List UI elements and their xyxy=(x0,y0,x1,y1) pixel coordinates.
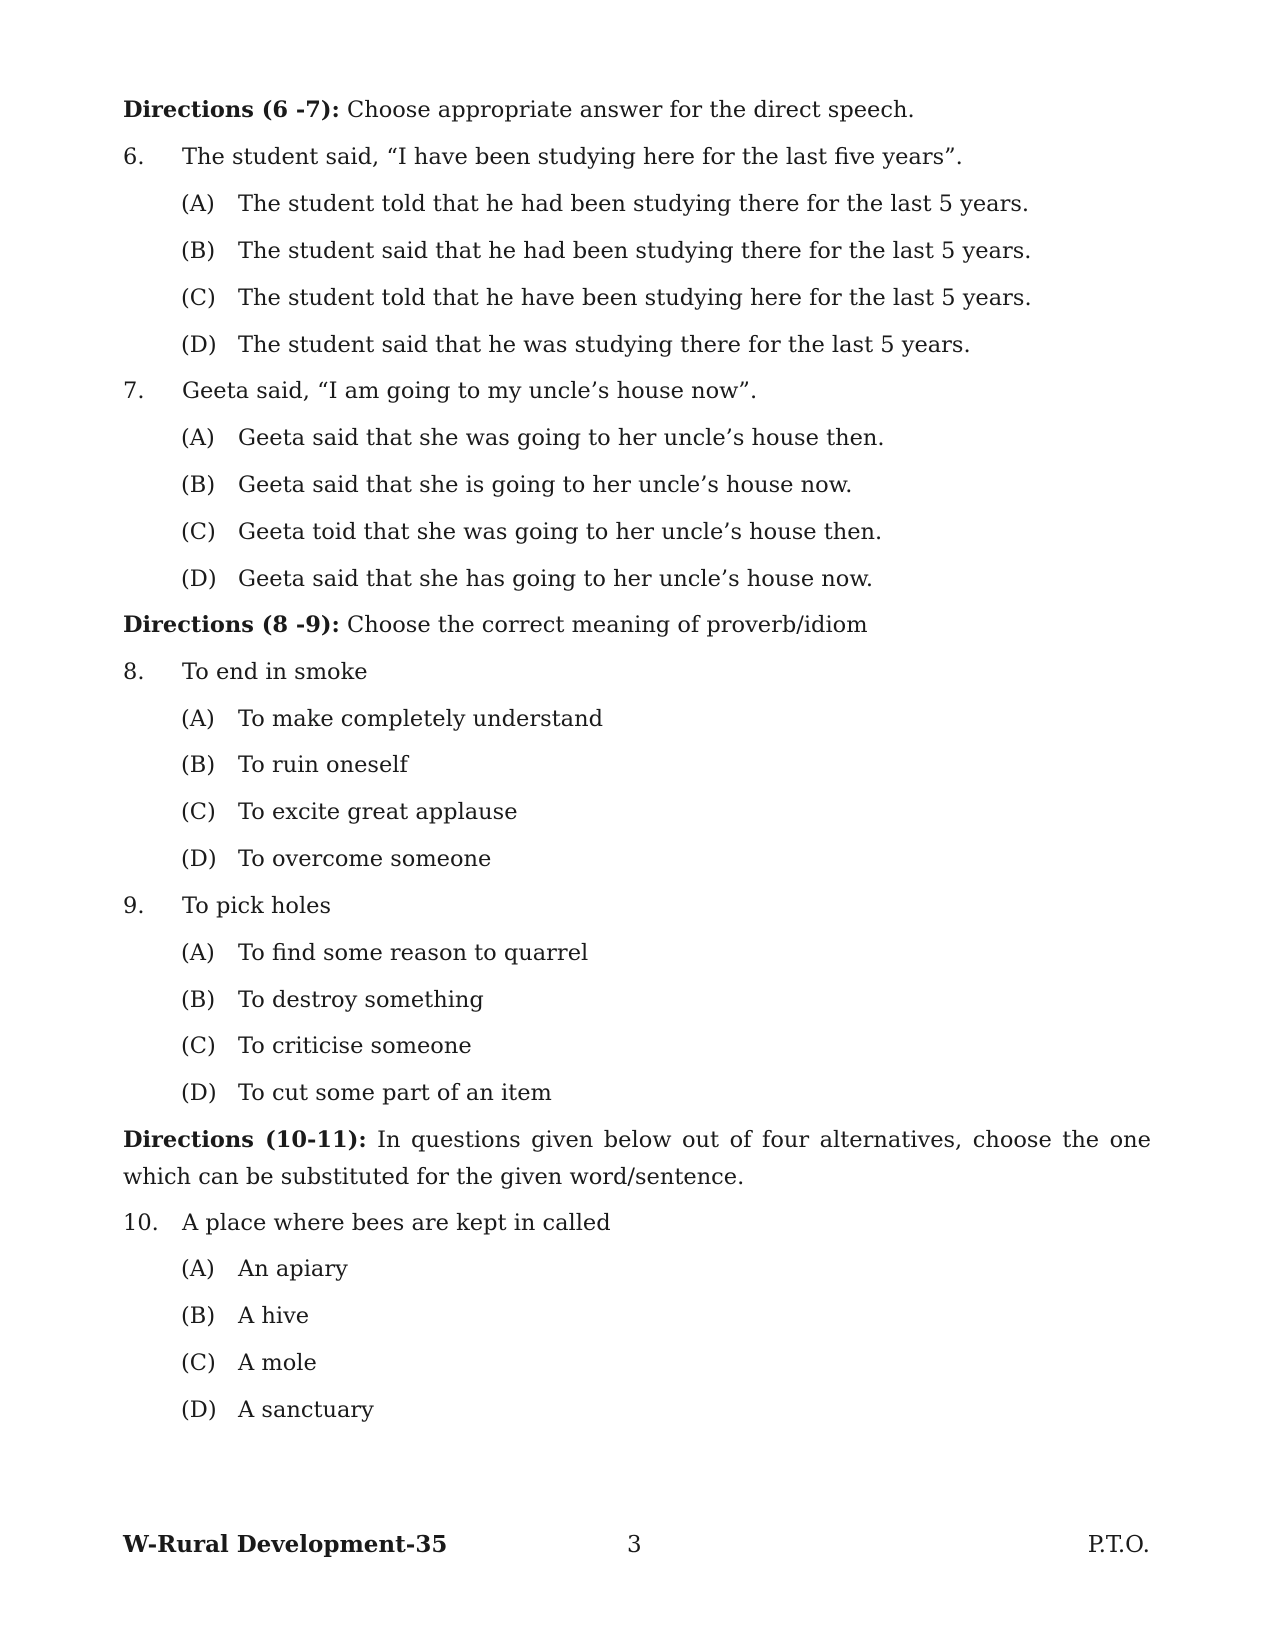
question-number: 10. xyxy=(123,1210,159,1236)
directions-label: Directions (8 -9): xyxy=(123,612,340,638)
option-text: The student said that he was studying there for the last 5 years. xyxy=(238,332,971,358)
directions-8-9 xyxy=(123,610,868,640)
option-text: Geeta toid that she was going to her uncle’s house then. xyxy=(238,519,883,545)
option-label: (D) xyxy=(181,566,217,592)
option-label: (B) xyxy=(181,752,216,778)
option-text: To make completely understand xyxy=(238,706,603,732)
option-text: To find some reason to quarrel xyxy=(238,940,589,966)
option-text: The student said that he had been studying there for the last 5 years. xyxy=(238,238,1032,264)
option-label: (A) xyxy=(181,191,215,217)
question-number: 8. xyxy=(123,659,145,685)
question-text: To end in smoke xyxy=(182,659,368,685)
option-label: (C) xyxy=(181,1350,216,1376)
option-text: To ruin oneself xyxy=(238,752,408,778)
question-text: A place where bees are kept in called xyxy=(182,1210,611,1236)
option-label: (D) xyxy=(181,846,217,872)
question-number: 7. xyxy=(123,378,145,404)
option-text: To overcome someone xyxy=(238,846,492,872)
option-label: (C) xyxy=(181,285,216,311)
option-text: The student told that he have been studying here for the last 5 years. xyxy=(238,285,1032,311)
directions-text: Choose the correct meaning of proverb/idiom xyxy=(346,612,868,638)
option-label: (C) xyxy=(181,519,216,545)
option-label: (A) xyxy=(181,425,215,451)
option-text: Geeta said that she has going to her uncle’s house now. xyxy=(238,566,874,592)
option-label: (A) xyxy=(181,706,215,732)
option-label: (A) xyxy=(181,1256,215,1282)
option-text: A sanctuary xyxy=(238,1397,374,1423)
directions-text: In questions given below out of four alternatives, choose the one which can be substituted for the given word/sentence. xyxy=(123,1127,1151,1190)
directions-text: Choose appropriate answer for the direct speech. xyxy=(346,97,915,123)
question-text: To pick holes xyxy=(182,893,332,919)
footer-booklet-code: W-Rural Development-35 xyxy=(123,1531,448,1558)
option-label: (B) xyxy=(181,238,216,264)
option-text: To cut some part of an item xyxy=(238,1080,552,1106)
option-text: To excite great applause xyxy=(238,799,518,825)
question-number: 9. xyxy=(123,893,145,919)
option-label: (D) xyxy=(181,1397,217,1423)
directions-label: Directions (6 -7): xyxy=(123,97,340,123)
option-text: An apiary xyxy=(238,1256,348,1282)
option-text: Geeta said that she is going to her uncle’s house now. xyxy=(238,472,853,498)
option-label: (B) xyxy=(181,472,216,498)
option-text: The student told that he had been studying there for the last 5 years. xyxy=(238,191,1030,217)
option-label: (A) xyxy=(181,940,215,966)
footer-page-number: 3 xyxy=(627,1532,642,1558)
question-text: Geeta said, “I am going to my uncle’s house now”. xyxy=(182,378,758,404)
option-label: (B) xyxy=(181,1303,216,1329)
question-text: The student said, “I have been studying here for the last five years”. xyxy=(182,144,963,170)
directions-6-7 xyxy=(123,95,915,125)
option-text: To destroy something xyxy=(238,987,484,1013)
directions-label: Directions (10-11): xyxy=(123,1127,367,1153)
option-label: (D) xyxy=(181,332,217,358)
option-text: Geeta said that she was going to her uncle’s house then. xyxy=(238,425,885,451)
option-label: (C) xyxy=(181,1033,216,1059)
question-number: 6. xyxy=(123,144,145,170)
option-text: A mole xyxy=(238,1350,317,1376)
option-text: A hive xyxy=(238,1303,310,1329)
option-text: To criticise someone xyxy=(238,1033,472,1059)
option-label: (B) xyxy=(181,987,216,1013)
option-label: (D) xyxy=(181,1080,217,1106)
footer-pto: P.T.O. xyxy=(1087,1532,1150,1558)
option-label: (C) xyxy=(181,799,216,825)
directions-10-11 xyxy=(123,1122,1151,1196)
